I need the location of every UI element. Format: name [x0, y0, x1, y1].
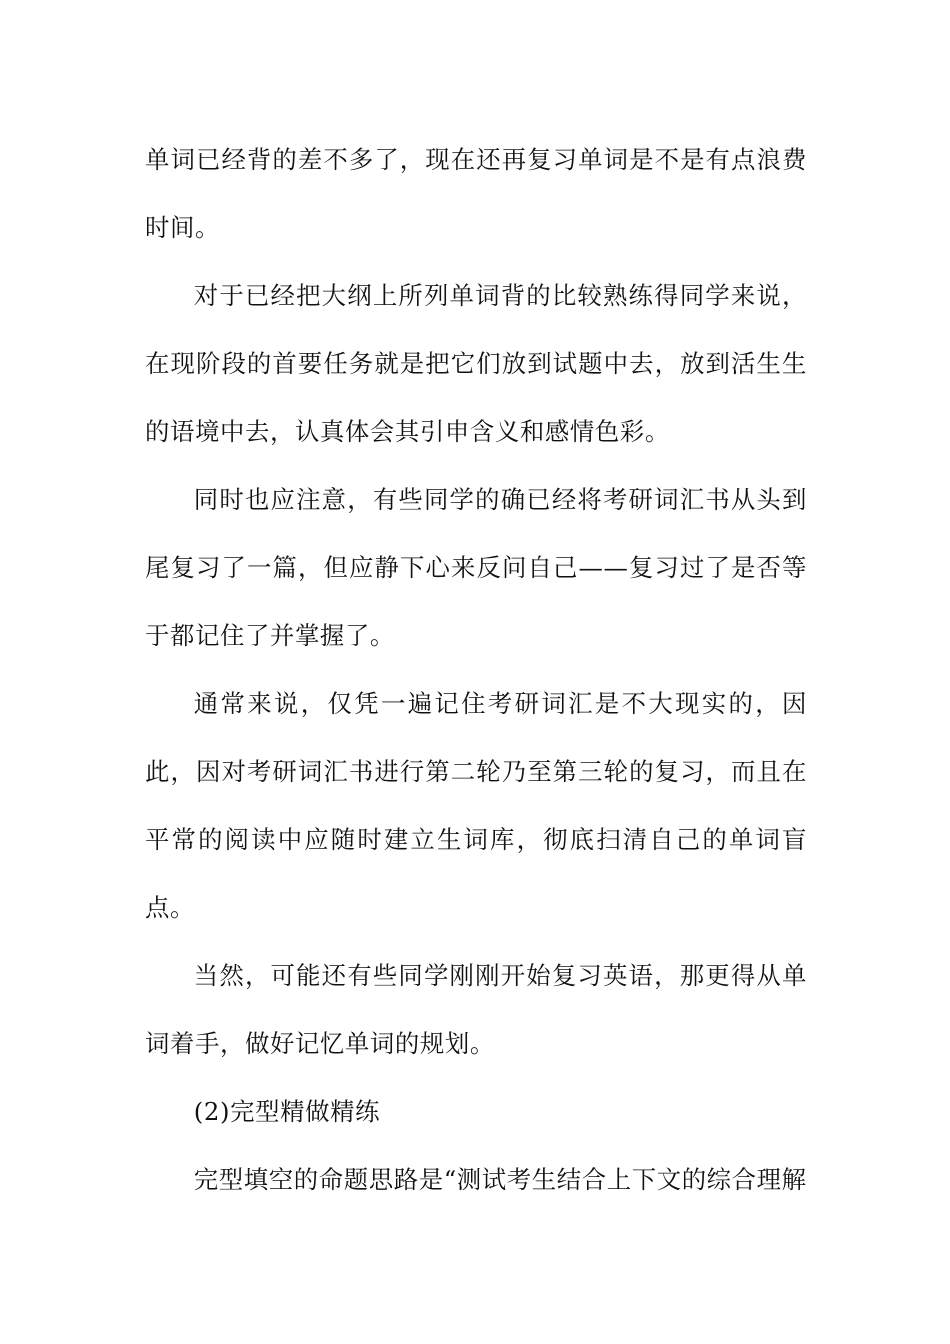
paragraph-review-caution: 同时也应注意，有些同学的确已经将考研词汇书从头到尾复习了一篇，但应静下心来反问自己——复习过了是否等于都记住了并掌握了。 [145, 485, 807, 650]
paragraph-words-reviewed: 单词已经背的差不多了，现在还再复习单词是不是有点浪费时间。 [145, 145, 807, 242]
paragraph-beginners: 当然，可能还有些同学刚刚开始复习英语，那更得从单词着手，做好记忆单词的规划。 [145, 961, 807, 1058]
document-body [145, 126, 807, 1214]
section-heading-cloze: (2)完型精做精练 [193, 1097, 381, 1126]
paragraph-cloze-intro: 完型填空的命题思路是“测试考生结合上下文的综合理解 [193, 1165, 807, 1194]
paragraph-current-stage-task: 对于已经把大纲上所列单词背的比较熟练得同学来说，在现阶段的首要任务就是把它们放到试题中去，放到活生生的语境中去，认真体会其引申含义和感情色彩。 [145, 281, 807, 446]
paragraph-multiple-rounds: 通常来说，仅凭一遍记住考研词汇是不大现实的，因此，因对考研词汇书进行第二轮乃至第三轮的复习，而且在平常的阅读中应随时建立生词库，彻底扫清自己的单词盲点。 [145, 689, 807, 922]
